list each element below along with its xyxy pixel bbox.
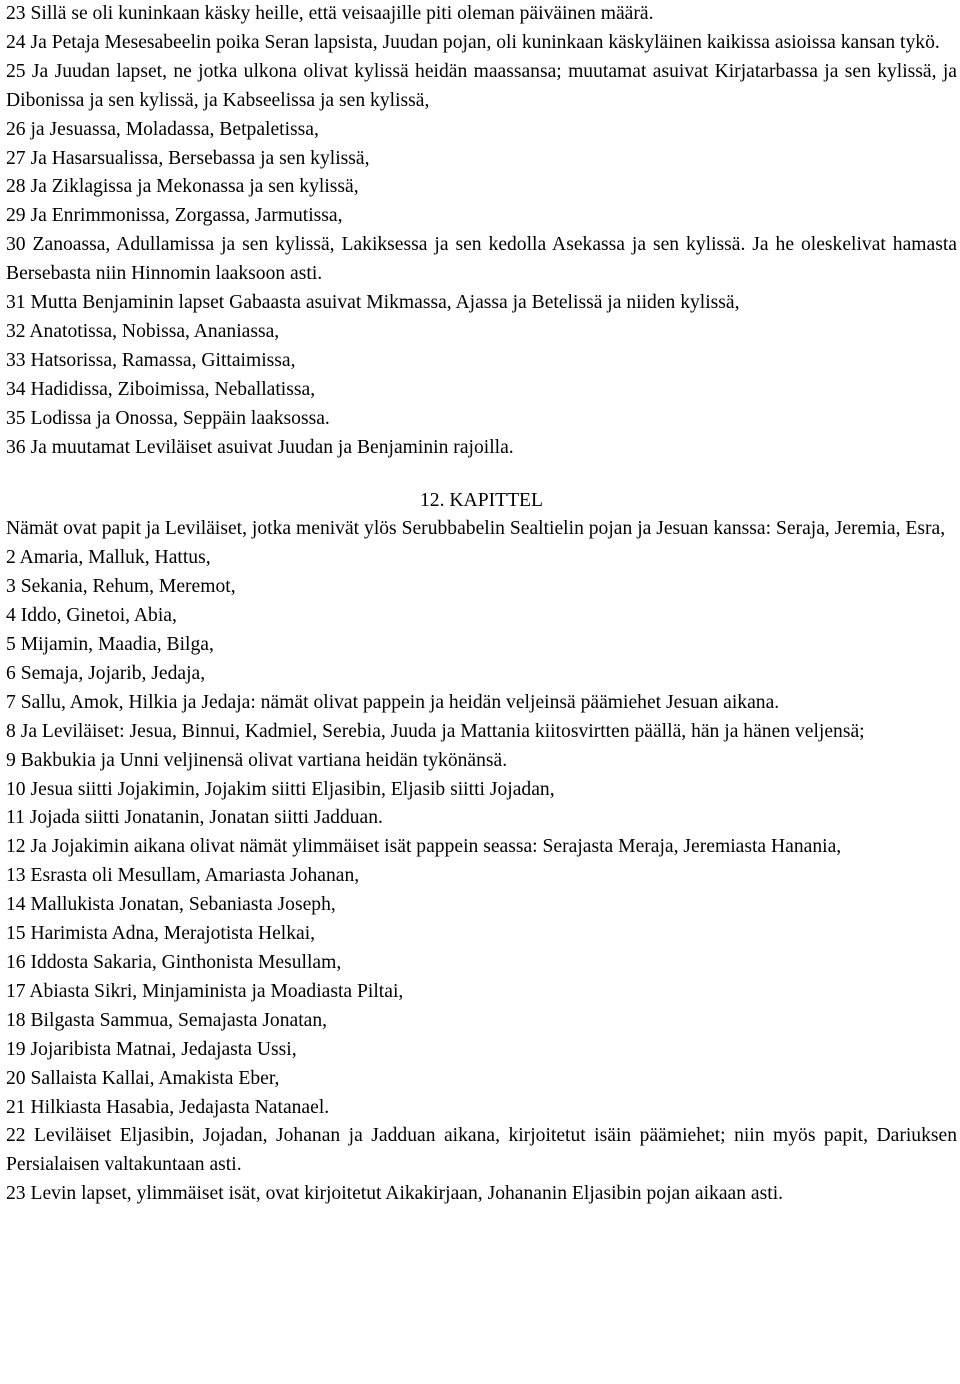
verse-line: 23 Levin lapset, ylimmäiset isät, ovat kirjoitetut Aikakirjaan, Johananin Eljasibin pojan aikaan asti. bbox=[6, 1183, 784, 1205]
verse-line: 32 Anatotissa, Nobissa, Ananiassa, bbox=[6, 320, 280, 342]
chapter-heading bbox=[6, 487, 957, 516]
verse-line: 33 Hatsorissa, Ramassa, Gittaimissa, bbox=[6, 349, 296, 371]
verse-line: 4 Iddo, Ginetoi, Abia, bbox=[6, 605, 177, 627]
verse-line: 30 Zanoassa, Adullamissa ja sen kylissä, Lakiksessa ja sen kedolla Asekassa ja sen kylissä. Ja he oleskelivat hamasta Bersebasta niin Hinnomin laaksoon asti. bbox=[6, 234, 957, 285]
verse-line: 17 Abiasta Sikri, Minjaminista ja Moadiasta Piltai, bbox=[6, 980, 404, 1002]
verses-before-chapter bbox=[6, 0, 957, 463]
verse-line: 11 Jojada siitti Jonatanin, Jonatan siitti Jadduan. bbox=[6, 807, 383, 829]
verse-line: 27 Ja Hasarsualissa, Bersebassa ja sen kylissä, bbox=[6, 147, 370, 169]
verse-line: 35 Lodissa ja Onossa, Seppäin laaksossa. bbox=[6, 407, 330, 429]
verse-line: 7 Sallu, Amok, Hilkia ja Jedaja: nämät olivat pappein ja heidän veljeinsä päämiehet Jesuan aikana. bbox=[6, 691, 780, 713]
verse-line: 20 Sallaista Kallai, Amakista Eber, bbox=[6, 1067, 280, 1089]
verse-line: 13 Esrasta oli Mesullam, Amariasta Johanan, bbox=[6, 865, 360, 887]
verse-line: 18 Bilgasta Sammua, Semajasta Jonatan, bbox=[6, 1009, 328, 1031]
verse-line: 16 Iddosta Sakaria, Ginthonista Mesullam, bbox=[6, 952, 342, 973]
verse-line: 25 Ja Juudan lapset, ne jotka ulkona olivat kylissä heidän maassansa; muutamat asuivat Kirjatarbassa ja sen kylissä, ja Dibonissa ja sen kylissä, ja Kabseelissa ja sen kylissä, bbox=[6, 60, 957, 111]
verses-after-chapter bbox=[6, 515, 957, 1209]
verse-line: 34 Hadidissa, Ziboimissa, Neballatissa, bbox=[6, 378, 316, 400]
verse-line: 6 Semaja, Jojarib, Jedaja, bbox=[6, 662, 206, 684]
chapter-title: KAPITTEL bbox=[449, 489, 543, 511]
verse-line: 14 Mallukista Jonatan, Sebaniasta Joseph, bbox=[6, 894, 336, 916]
verse-line: 28 Ja Ziklagissa ja Mekonassa ja sen kylissä, bbox=[6, 176, 359, 198]
verse-line: 31 Mutta Benjaminin lapset Gabaasta asuivat Mikmassa, Ajassa ja Betelissä ja niiden kylissä, bbox=[6, 292, 740, 314]
verse-line: 3 Sekania, Rehum, Meremot, bbox=[6, 576, 236, 598]
verse-line: 8 Ja Leviläiset: Jesua, Binnui, Kadmiel, Serebia, Juuda ja Mattania kiitosvirtten päällä, hän ja hänen veljensä; bbox=[6, 720, 865, 742]
verse-line: 26 ja Jesuassa, Moladassa, Betpaletissa, bbox=[6, 118, 319, 140]
verse-line: 29 Ja Enrimmonissa, Zorgassa, Jarmutissa, bbox=[6, 205, 343, 227]
document-page bbox=[6, 0, 957, 1209]
verse-line: 12 Ja Jojakimin aikana olivat nämät ylimmäiset isät pappein seassa: Serajasta Meraja, Jeremiasta Hanania, bbox=[6, 836, 842, 858]
verse-line: 5 Mijamin, Maadia, Bilga, bbox=[6, 634, 214, 656]
chapter-number: 12. bbox=[419, 489, 445, 511]
verse-line: 21 Hilkiasta Hasabia, Jedajasta Natanael. bbox=[6, 1096, 330, 1118]
verse-line: 2 Amaria, Malluk, Hattus, bbox=[6, 547, 211, 569]
verse-line: 19 Jojaribista Matnai, Jedajasta Ussi, bbox=[6, 1038, 297, 1060]
verse-line: 23 Sillä se oli kuninkaan käsky heille, että veisaajille piti oleman päiväinen määrä. bbox=[6, 3, 654, 24]
verse-line: Nämät ovat papit ja Leviläiset, jotka menivät ylös Serubbabelin Sealtielin pojan ja Jesuan kanssa: Seraja, Jeremia, Esra, bbox=[6, 518, 946, 540]
verse-line: 10 Jesua siitti Jojakimin, Jojakim siitti Eljasibin, Eljasib siitti Jojadan, bbox=[6, 778, 555, 800]
verse-line: 36 Ja muutamat Leviläiset asuivat Juudan ja Benjaminin rajoilla. bbox=[6, 436, 514, 458]
verse-line: 24 Ja Petaja Mesesabeelin poika Seran lapsista, Juudan pojan, oli kuninkaan käskyläinen kaikissa asioissa kansan tykö. bbox=[6, 31, 940, 53]
verse-line: 9 Bakbukia ja Unni veljinensä olivat vartiana heidän tykönänsä. bbox=[6, 749, 508, 771]
verse-line: 22 Leviläiset Eljasibin, Jojadan, Johanan ja Jadduan aikana, kirjoitetut isäin päämiehet; niin myös papit, Dariuksen Persialaisen valtakuntaan asti. bbox=[6, 1125, 957, 1176]
verse-line: 15 Harimista Adna, Merajotista Helkai, bbox=[6, 923, 316, 945]
